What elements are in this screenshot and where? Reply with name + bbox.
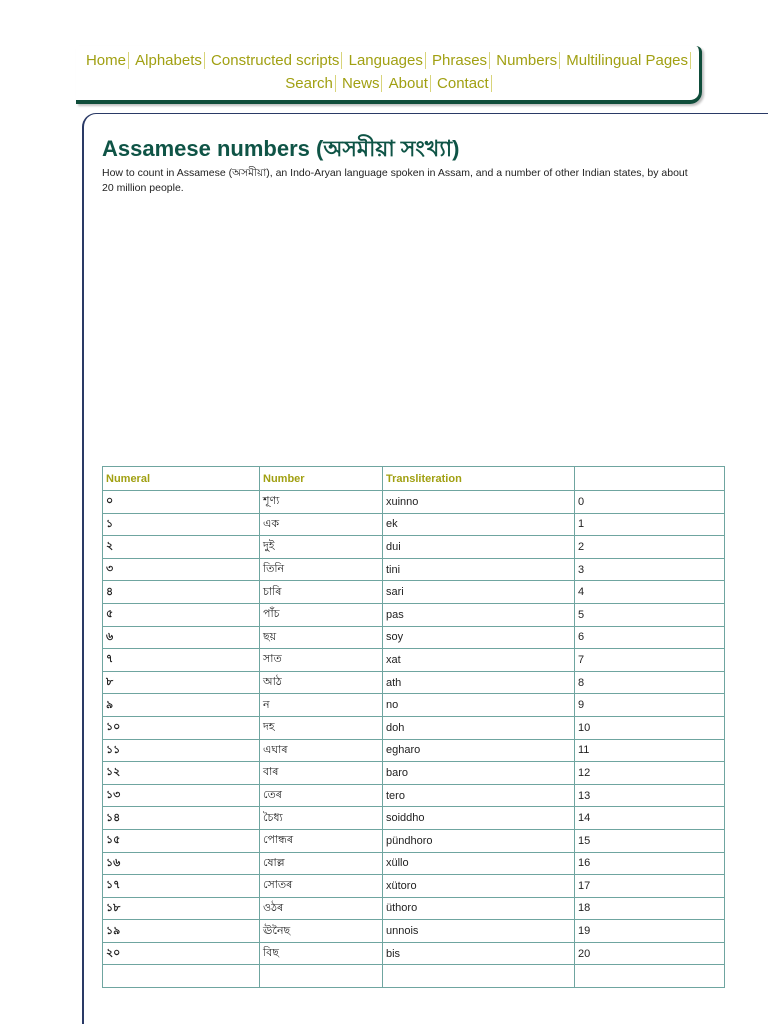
table-row bbox=[103, 897, 725, 920]
transliteration-cell: baro bbox=[383, 762, 575, 785]
transliteration-cell: üthoro bbox=[383, 897, 575, 920]
table-header-row bbox=[103, 467, 725, 491]
value-cell: 10 bbox=[575, 716, 725, 739]
table-row bbox=[103, 942, 725, 965]
number-cell: চাৰি bbox=[260, 581, 383, 604]
number-cell: এঘাৰ bbox=[260, 739, 383, 762]
numeral-cell: ৯ bbox=[103, 694, 260, 717]
transliteration-cell: doh bbox=[383, 716, 575, 739]
value-cell: 5 bbox=[575, 603, 725, 626]
table-row bbox=[103, 581, 725, 604]
value-cell: 3 bbox=[575, 558, 725, 581]
nav-link-phrases[interactable]: Phrases bbox=[430, 52, 490, 69]
transliteration-cell: dui bbox=[383, 536, 575, 559]
value-cell: 17 bbox=[575, 875, 725, 898]
table-row bbox=[103, 649, 725, 672]
transliteration-cell: bis bbox=[383, 942, 575, 965]
number-cell: ওঠৰ bbox=[260, 897, 383, 920]
number-cell: সোতৰ bbox=[260, 875, 383, 898]
number-cell: দহ bbox=[260, 716, 383, 739]
transliteration-cell: sari bbox=[383, 581, 575, 604]
nav-link-contact[interactable]: Contact bbox=[435, 75, 492, 92]
nav-link-constructed-scripts[interactable]: Constructed scripts bbox=[209, 52, 342, 69]
transliteration-cell: soy bbox=[383, 626, 575, 649]
table-row bbox=[103, 536, 725, 559]
transliteration-cell: xuinno bbox=[383, 491, 575, 514]
value-cell: 12 bbox=[575, 762, 725, 785]
numeral-cell: ১৮ bbox=[103, 897, 260, 920]
numeral-cell: ৮ bbox=[103, 671, 260, 694]
numeral-cell: ১৭ bbox=[103, 875, 260, 898]
nav-link-alphabets[interactable]: Alphabets bbox=[133, 52, 205, 69]
value-cell: 16 bbox=[575, 852, 725, 875]
table-row bbox=[103, 558, 725, 581]
table-row bbox=[103, 491, 725, 514]
number-cell: এক bbox=[260, 513, 383, 536]
value-cell: 9 bbox=[575, 694, 725, 717]
value-cell: 13 bbox=[575, 784, 725, 807]
transliteration-cell: egharo bbox=[383, 739, 575, 762]
numeral-cell bbox=[103, 965, 260, 988]
nav-link-multilingual-pages[interactable]: Multilingual Pages bbox=[564, 52, 691, 69]
table-row bbox=[103, 739, 725, 762]
table-row bbox=[103, 965, 725, 988]
transliteration-cell: ek bbox=[383, 513, 575, 536]
nav-row-1 bbox=[76, 49, 699, 72]
value-cell bbox=[575, 965, 725, 988]
nav-link-news[interactable]: News bbox=[340, 75, 383, 92]
value-cell: 8 bbox=[575, 671, 725, 694]
nav-row-2 bbox=[76, 72, 699, 95]
value-cell: 4 bbox=[575, 581, 725, 604]
header-transliteration: Transliteration bbox=[383, 467, 575, 491]
value-cell: 14 bbox=[575, 807, 725, 830]
numeral-cell: ৫ bbox=[103, 603, 260, 626]
transliteration-cell: pündhoro bbox=[383, 829, 575, 852]
value-cell: 20 bbox=[575, 942, 725, 965]
table-row bbox=[103, 513, 725, 536]
number-cell: বিছ bbox=[260, 942, 383, 965]
table-row bbox=[103, 920, 725, 943]
nav-link-search[interactable]: Search bbox=[283, 75, 336, 92]
value-cell: 6 bbox=[575, 626, 725, 649]
number-cell: শূণ্য bbox=[260, 491, 383, 514]
table-body bbox=[103, 491, 725, 988]
numeral-cell: ১৪ bbox=[103, 807, 260, 830]
table-row bbox=[103, 671, 725, 694]
transliteration-cell: pas bbox=[383, 603, 575, 626]
numeral-cell: ১১ bbox=[103, 739, 260, 762]
page-title: Assamese numbers (অসমীয়া সংখ্যা) bbox=[102, 136, 460, 161]
number-cell: তেৰ bbox=[260, 784, 383, 807]
table-row bbox=[103, 694, 725, 717]
transliteration-cell: soiddho bbox=[383, 807, 575, 830]
transliteration-cell: unnois bbox=[383, 920, 575, 943]
value-cell: 1 bbox=[575, 513, 725, 536]
header-value bbox=[575, 467, 725, 491]
nav-link-home[interactable]: Home bbox=[84, 52, 129, 69]
table-row bbox=[103, 784, 725, 807]
numeral-cell: ১৬ bbox=[103, 852, 260, 875]
table-row bbox=[103, 626, 725, 649]
numeral-cell: ২ bbox=[103, 536, 260, 559]
numeral-cell: ১২ bbox=[103, 762, 260, 785]
number-cell: পোন্ধৰ bbox=[260, 829, 383, 852]
transliteration-cell: tini bbox=[383, 558, 575, 581]
table-row bbox=[103, 852, 725, 875]
table-row bbox=[103, 762, 725, 785]
transliteration-cell: ath bbox=[383, 671, 575, 694]
value-cell: 15 bbox=[575, 829, 725, 852]
numeral-cell: ১৯ bbox=[103, 920, 260, 943]
numeral-cell: ২০ bbox=[103, 942, 260, 965]
value-cell: 2 bbox=[575, 536, 725, 559]
header-number: Number bbox=[260, 467, 383, 491]
numeral-cell: ১৩ bbox=[103, 784, 260, 807]
value-cell: 11 bbox=[575, 739, 725, 762]
table-row bbox=[103, 603, 725, 626]
intro-text: How to count in Assamese (অসমীয়া), an Indo-Aryan language spoken in Assam, and a number of other Indian states, by about 20 million people. bbox=[102, 167, 688, 194]
number-cell: দুই bbox=[260, 536, 383, 559]
number-cell: পাঁচ bbox=[260, 603, 383, 626]
value-cell: 0 bbox=[575, 491, 725, 514]
value-cell: 19 bbox=[575, 920, 725, 943]
transliteration-cell bbox=[383, 965, 575, 988]
number-cell: তিনি bbox=[260, 558, 383, 581]
number-cell: ছয় bbox=[260, 626, 383, 649]
transliteration-cell: xat bbox=[383, 649, 575, 672]
numeral-cell: ৩ bbox=[103, 558, 260, 581]
header-numeral: Numeral bbox=[103, 467, 260, 491]
value-cell: 7 bbox=[575, 649, 725, 672]
transliteration-cell: no bbox=[383, 694, 575, 717]
numeral-cell: ১ bbox=[103, 513, 260, 536]
number-cell: ঊনৈছ bbox=[260, 920, 383, 943]
numeral-cell: ১৫ bbox=[103, 829, 260, 852]
transliteration-cell: xüllo bbox=[383, 852, 575, 875]
number-cell: ষোল্ল bbox=[260, 852, 383, 875]
numeral-cell: ০ bbox=[103, 491, 260, 514]
site-navigation bbox=[76, 46, 702, 104]
nav-link-about[interactable]: About bbox=[387, 75, 431, 92]
table-row bbox=[103, 716, 725, 739]
number-cell: চৈধ্য bbox=[260, 807, 383, 830]
number-cell: বাৰ bbox=[260, 762, 383, 785]
nav-link-languages[interactable]: Languages bbox=[347, 52, 426, 69]
numbers-table bbox=[102, 466, 725, 988]
value-cell: 18 bbox=[575, 897, 725, 920]
number-cell bbox=[260, 965, 383, 988]
transliteration-cell: xütoro bbox=[383, 875, 575, 898]
numeral-cell: ৪ bbox=[103, 581, 260, 604]
number-cell: ন bbox=[260, 694, 383, 717]
number-cell: সাত bbox=[260, 649, 383, 672]
table-row bbox=[103, 829, 725, 852]
number-cell: আঠ bbox=[260, 671, 383, 694]
transliteration-cell: tero bbox=[383, 784, 575, 807]
table-row bbox=[103, 875, 725, 898]
numeral-cell: ১০ bbox=[103, 716, 260, 739]
numeral-cell: ৭ bbox=[103, 649, 260, 672]
nav-link-numbers[interactable]: Numbers bbox=[494, 52, 560, 69]
table-row bbox=[103, 807, 725, 830]
numeral-cell: ৬ bbox=[103, 626, 260, 649]
